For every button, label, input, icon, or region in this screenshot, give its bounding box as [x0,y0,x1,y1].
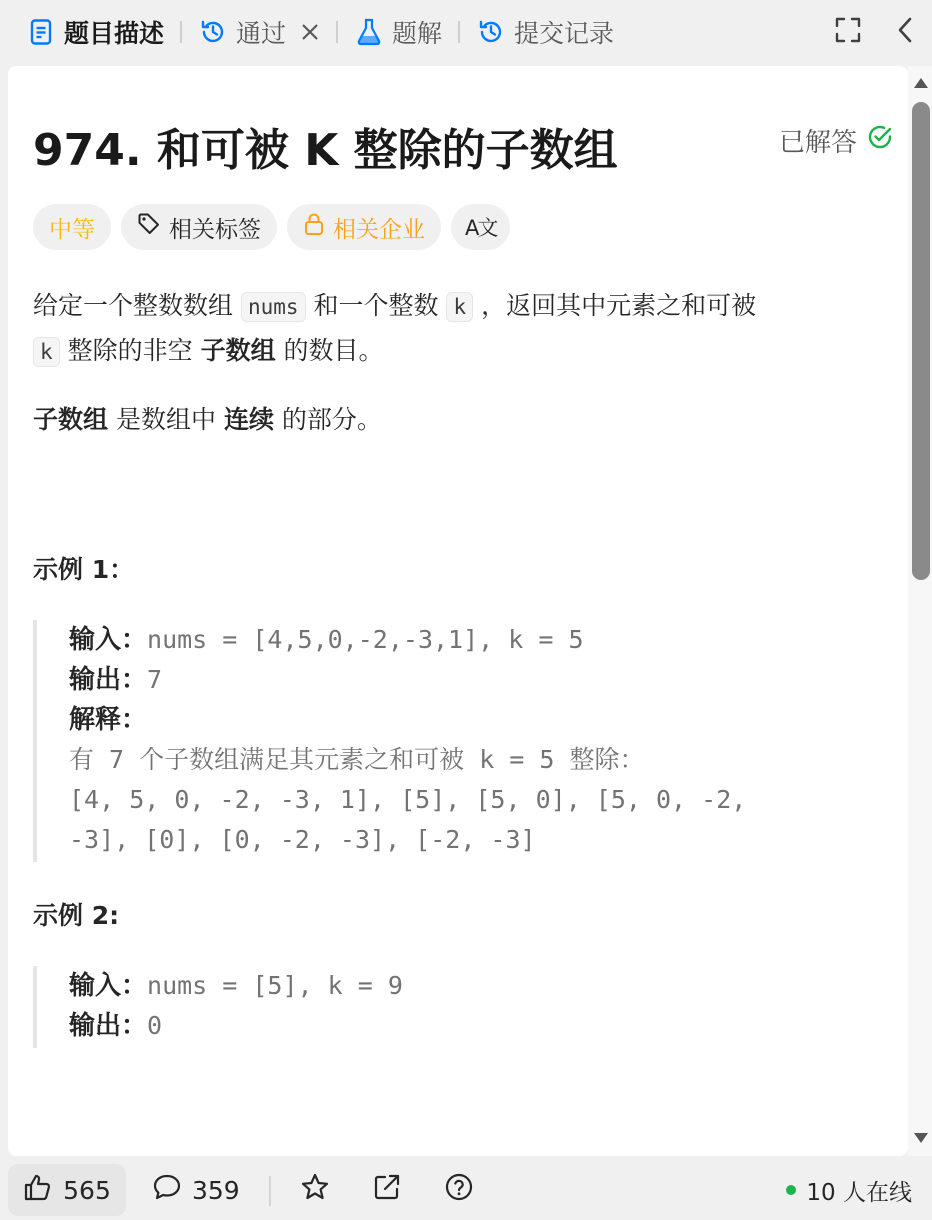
tab-submissions-label: 提交记录 [514,19,615,48]
tab-accepted-label: 通过 [236,19,287,48]
tab-accepted[interactable] [198,0,320,64]
example-output-line [69,660,746,700]
thumbs-up-icon [23,1173,53,1207]
share-button[interactable] [372,1160,402,1220]
explain-label: 解释： [69,705,148,735]
companies-button[interactable] [287,204,441,250]
output-value: 7 [147,665,163,694]
desc-text: 的数目。 [283,336,384,365]
online-count: 10 人在线 [806,1179,912,1206]
tab-description[interactable] [26,0,164,64]
explain-text: -3], [0], [0, -2, -3], [-2, -3] [69,825,536,854]
desc-text: 是数组中 [115,405,216,434]
output-value: 0 [147,1011,163,1040]
scroll-up-arrow-icon[interactable] [914,78,928,88]
scrollbar-thumb[interactable] [912,102,930,580]
question-circle-icon [444,1172,474,1208]
external-link-icon [372,1172,402,1208]
example-2-title: 示例 2: [33,901,120,930]
code-k: k [446,292,473,322]
description-paragraph [33,284,893,374]
footer-bar [0,1160,932,1220]
companies-label: 相关企业 [333,216,425,243]
footer-divider [269,1176,271,1206]
chevron-left-icon[interactable] [896,16,914,48]
comments-count: 359 [192,1175,240,1205]
desc-text: 和一个整数 [313,291,439,320]
comment-icon [152,1173,182,1207]
example-1-title: 示例 1： [33,555,135,584]
check-circle-icon [867,124,893,157]
description-paragraph [33,398,893,441]
example-explain-line [69,700,746,740]
tab-divider [458,21,460,43]
tab-divider [336,21,338,43]
flask-icon [354,17,384,47]
help-button[interactable] [444,1160,474,1220]
example-input-line [69,966,403,1006]
favorite-button[interactable] [300,1160,330,1220]
tags-label: 相关标签 [169,216,261,243]
solved-status [779,122,893,159]
tab-solutions-label: 题解 [392,19,443,48]
desc-bold: 子数组 [200,336,276,365]
example-input-line [69,620,746,660]
tab-solutions[interactable] [354,0,442,64]
scroll-down-arrow-icon[interactable] [914,1133,928,1143]
like-button[interactable] [8,1164,126,1216]
output-label: 输出： [69,1011,148,1041]
history-icon [198,17,228,47]
history-icon [476,17,506,47]
tab-bar [0,0,932,64]
desc-bold: 子数组 [33,405,109,434]
difficulty-label: 中等 [49,216,95,243]
problem-title[interactable]: 974. 和可被 K 整除的子数组 [33,125,618,176]
solved-label: 已解答 [778,128,857,158]
example-2-block [33,966,403,1048]
online-indicator [786,1160,912,1220]
input-value: nums = [4,5,0,-2,-3,1], k = 5 [147,625,584,654]
comments-button[interactable] [152,1160,240,1220]
desc-text: 的部分。 [281,405,382,434]
likes-count: 565 [63,1175,111,1205]
tab-description-label: 题目描述 [64,19,165,48]
lock-icon [303,212,325,242]
input-value: nums = [5], k = 9 [147,971,403,1000]
input-label: 输入： [69,971,148,1001]
translate-button[interactable] [451,204,510,250]
problem-description [33,284,893,465]
tag-icon [137,212,161,242]
title-row [33,114,893,174]
online-dot-icon [786,1185,796,1195]
output-label: 输出： [69,665,148,695]
star-icon [300,1172,330,1208]
badge-row [33,204,510,250]
input-label: 输入： [69,625,148,655]
problem-panel [8,66,908,1156]
code-nums: nums [241,292,306,322]
tags-button[interactable] [121,204,277,250]
code-k: k [33,337,60,367]
close-icon[interactable] [300,22,320,42]
desc-bold: 连续 [223,405,274,434]
desc-text: 整除的非空 [67,336,193,365]
fullscreen-icon[interactable] [834,16,862,48]
desc-text: 给定一个整数数组 [33,291,234,320]
difficulty-badge [33,204,111,250]
tab-divider [180,21,182,43]
tab-submissions[interactable] [476,0,614,64]
desc-text: ，返回其中元素之和可被 [481,291,757,320]
document-icon [26,17,56,47]
explain-text: 有 7 个子数组满足其元素之和可被 k = 5 整除： [69,745,645,774]
explain-text: [4, 5, 0, -2, -3, 1], [5], [5, 0], [5, 0, -2, [69,785,747,814]
example-output-line [69,1006,403,1046]
translate-icon: A文 [465,216,497,240]
example-1-block [33,620,746,862]
